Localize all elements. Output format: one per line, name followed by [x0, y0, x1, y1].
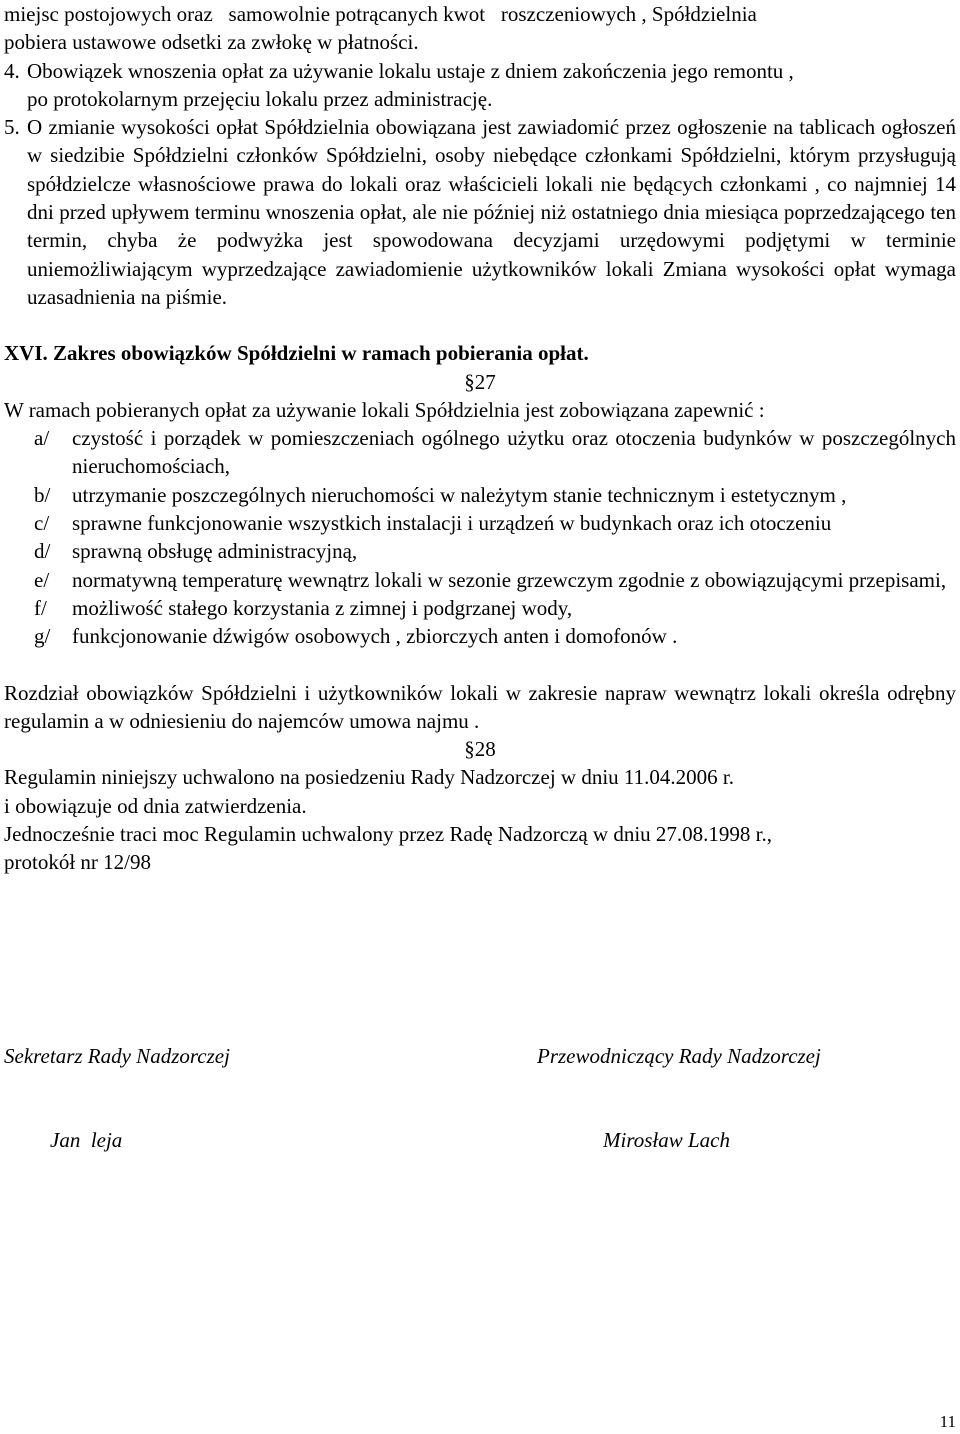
list-item	[34, 594, 956, 622]
list-item-label: g/	[34, 624, 51, 649]
effective-line: i obowiązuje od dnia zatwierdzenia.	[4, 793, 307, 818]
list-item-label: d/	[34, 539, 51, 564]
item-number: 5.	[4, 115, 20, 140]
list-item	[34, 566, 956, 594]
list-item	[34, 509, 956, 537]
numbered-item-4	[4, 57, 956, 85]
list-item-label: c/	[34, 511, 50, 536]
list-item	[34, 424, 956, 481]
list-item-text: utrzymanie poszczególnych nieruchomości w należytym stanie technicznym i estetycznym ,	[72, 482, 847, 507]
adoption-line: Regulamin niniejszy uchwalono na posiedzeniu Rady Nadzorczej w dniu 11.04.2006 r.	[4, 765, 734, 790]
list-item-text: normatywną temperaturę wewnątrz lokali w sezonie grzewczym zgodnie z obowiązującymi przepisami,	[72, 567, 947, 592]
secretary-title: Sekretarz Rady Nadzorczej	[4, 1044, 230, 1068]
list-item	[34, 622, 956, 650]
secretary-name: Jan leja	[50, 1128, 123, 1152]
list-item-label: f/	[34, 595, 47, 620]
list-item	[34, 481, 956, 509]
item-number: 4.	[4, 58, 20, 83]
obligations-list	[34, 424, 956, 650]
list-item-label: b/	[34, 482, 51, 507]
numbered-item-5	[4, 113, 956, 311]
list-item-label: a/	[34, 426, 50, 451]
list-item-text: sprawną obsługę administracyjną,	[72, 539, 358, 564]
protocol-line: protokół nr 12/98	[4, 850, 151, 875]
paragraph-mark-28: §28	[464, 737, 496, 762]
closing-paragraph: Rozdział obowiązków Spółdzielni i użytkowników lokali w zakresie napraw wewnątrz lokali określa odrębny regulamin a w odniesieniu do najemców umowa najmu .	[4, 680, 956, 733]
item-text: O zmianie wysokości opłat Spółdzielnia obowiązana jest zawiadomić przez ogłoszenie na tablicach ogłoszeń w siedzibie Spółdzielni członków Spółdzielni, osoby niebędące członkami Spółdzielni, którym przysługują spółdzielcze własnościowe prawa do lokali oraz właścicieli lokali nie będących członkami , co najmniej 14 dni przed upływem terminu wnoszenia opłat, ale nie później niż ostatniego dnia miesiąca poprzedzającego ten termin, chyba że podwyżka jest spowodowana decyzjami urzędowymi podjętymi w terminie uniemożliwiającym wyprzedzające zawiadomienie użytkowników lokali Zmiana wysokości opłat wymaga uzasadnienia na piśmie.	[27, 115, 956, 309]
list-item-text: funkcjonowanie dźwigów osobowych , zbiorczych anten i domofonów .	[72, 624, 678, 649]
paragraph-mark-27: §27	[464, 369, 496, 394]
section-heading: XVI. Zakres obowiązków Spółdzielni w ramach pobierania opłat.	[4, 341, 589, 366]
section-intro: W ramach pobieranych opłat za używanie lokali Spółdzielnia jest zobowiązana zapewnić :	[4, 397, 765, 422]
item-text: Obowiązek wnoszenia opłat za używanie lokalu ustaje z dniem zakończenia jego remontu ,	[27, 58, 794, 83]
paragraph-continuation-end: pobiera ustawowe odsetki za zwłokę w płatności.	[4, 30, 419, 55]
chairman-title: Przewodniczący Rady Nadzorczej	[537, 1044, 821, 1068]
chairman-name: Mirosław Lach	[603, 1128, 730, 1152]
list-item-text: możliwość stałego korzystania z zimnej i podgrzanej wody,	[72, 595, 573, 620]
repeal-line: Jednocześnie traci moc Regulamin uchwalony przez Radę Nadzorczą w dniu 27.08.1998 r.,	[4, 822, 772, 847]
numbered-item-4-continuation: po protokolarnym przejęciu lokalu przez administrację.	[27, 86, 493, 111]
list-item-text: czystość i porządek w pomieszczeniach ogólnego użytku oraz otoczenia budynków w poszczególnych nieruchomościach,	[72, 426, 956, 479]
list-item-text: sprawne funkcjonowanie wszystkich instalacji i urządzeń w budynkach oraz ich otoczeniu	[72, 511, 832, 536]
document-page	[4, 0, 956, 877]
paragraph-continuation: miejsc postojowych oraz samowolnie potrącanych kwot roszczeniowych , Spółdzielnia	[4, 2, 757, 26]
list-item-label: e/	[34, 567, 50, 592]
list-item	[34, 537, 956, 565]
page-number: 11	[939, 1412, 956, 1431]
